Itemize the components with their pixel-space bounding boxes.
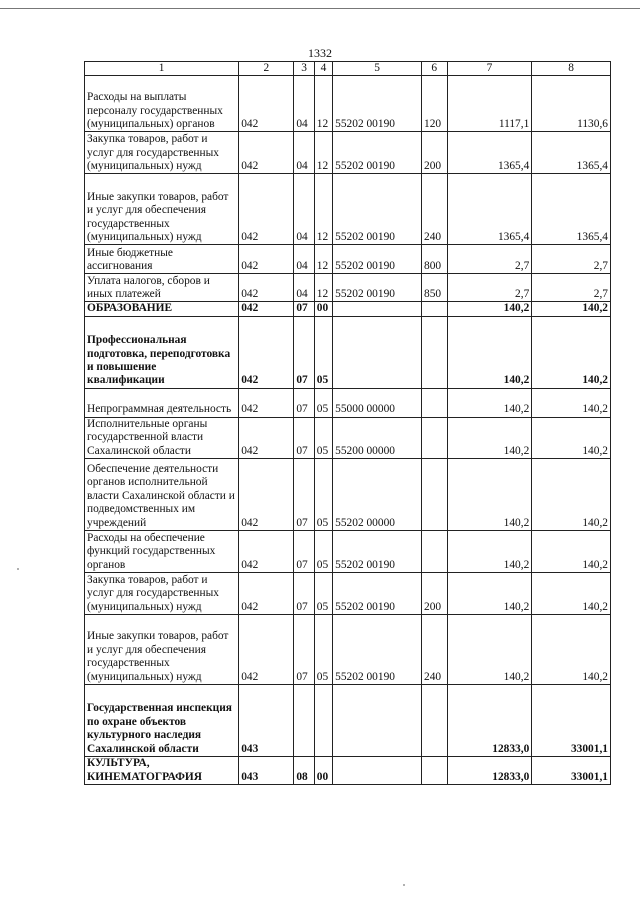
amount-year2-cell: 140,2	[532, 615, 611, 685]
target-article-cell	[333, 302, 422, 316]
table-row	[85, 316, 611, 388]
amount-year1-cell: 140,2	[447, 531, 532, 573]
ministry-code-cell: 043	[239, 757, 294, 785]
ministry-code-cell: 042	[239, 174, 294, 245]
section-code-cell: 07	[294, 302, 314, 316]
row-name-cell: ОБРАЗОВАНИЕ	[85, 302, 239, 316]
subsection-code-cell: 05	[314, 417, 332, 458]
amount-year2-cell: 2,7	[532, 245, 611, 274]
expense-type-cell: 850	[422, 274, 448, 302]
table-row	[85, 132, 611, 174]
row-name-cell: Иные бюджетные ассигнования	[85, 245, 239, 274]
column-header: 3	[294, 62, 314, 76]
page-number: 1332	[308, 46, 332, 60]
amount-year2-cell: 140,2	[532, 573, 611, 615]
subsection-code-cell: 12	[314, 245, 332, 274]
target-article-cell: 55202 00190	[333, 274, 422, 302]
row-name-cell: Расходы на обеспечение функций государственных органов	[85, 531, 239, 573]
table-row	[85, 174, 611, 245]
target-article-cell: 55202 00190	[333, 132, 422, 174]
amount-year1-cell: 140,2	[447, 459, 532, 531]
table-row	[85, 302, 611, 316]
expense-type-cell: 200	[422, 573, 448, 615]
amount-year1-cell: 1365,4	[447, 132, 532, 174]
subsection-code-cell: 05	[314, 615, 332, 685]
section-code-cell	[294, 685, 314, 757]
amount-year1-cell: 140,2	[447, 316, 532, 388]
amount-year1-cell: 140,2	[447, 615, 532, 685]
subsection-code-cell: 12	[314, 76, 332, 132]
target-article-cell: 55202 00190	[333, 531, 422, 573]
section-code-cell: 07	[294, 417, 314, 458]
amount-year2-cell: 140,2	[532, 531, 611, 573]
ministry-code-cell: 042	[239, 459, 294, 531]
table-row	[85, 615, 611, 685]
amount-year1-cell: 2,7	[447, 245, 532, 274]
subsection-code-cell: 00	[314, 302, 332, 316]
table-row	[85, 417, 611, 458]
subsection-code-cell: 05	[314, 573, 332, 615]
section-code-cell: 07	[294, 573, 314, 615]
target-article-cell: 55202 00190	[333, 76, 422, 132]
ministry-code-cell: 042	[239, 417, 294, 458]
ministry-code-cell: 042	[239, 531, 294, 573]
expense-type-cell: 240	[422, 615, 448, 685]
ministry-code-cell: 043	[239, 685, 294, 757]
expense-type-cell: 200	[422, 132, 448, 174]
amount-year2-cell: 1130,6	[532, 76, 611, 132]
amount-year2-cell: 140,2	[532, 302, 611, 316]
amount-year1-cell: 140,2	[447, 573, 532, 615]
column-header: 4	[314, 62, 332, 76]
amount-year1-cell: 140,2	[447, 417, 532, 458]
row-name-cell: Государственная инспекция по охране объектов культурного наследия Сахалинской области	[85, 685, 239, 757]
table-row	[85, 76, 611, 132]
scan-speck	[17, 568, 19, 570]
expense-type-cell	[422, 459, 448, 531]
column-header: 8	[532, 62, 611, 76]
amount-year2-cell: 33001,1	[532, 757, 611, 785]
section-code-cell: 04	[294, 274, 314, 302]
subsection-code-cell: 12	[314, 174, 332, 245]
target-article-cell	[333, 685, 422, 757]
amount-year2-cell: 140,2	[532, 316, 611, 388]
subsection-code-cell: 05	[314, 316, 332, 388]
row-name-cell: Обеспечение деятельности органов исполнительной власти Сахалинской области и подведомственных им учреждений	[85, 459, 239, 531]
column-number-row	[85, 62, 611, 76]
amount-year2-cell: 2,7	[532, 274, 611, 302]
expense-type-cell	[422, 388, 448, 417]
table-row	[85, 388, 611, 417]
subsection-code-cell: 12	[314, 274, 332, 302]
row-name-cell: Непрограммная деятельность	[85, 388, 239, 417]
amount-year1-cell: 140,2	[447, 388, 532, 417]
budget-table	[84, 61, 611, 785]
expense-type-cell	[422, 417, 448, 458]
row-name-cell: Расходы на выплаты персоналу государственных (муниципальных) органов	[85, 76, 239, 132]
ministry-code-cell: 042	[239, 245, 294, 274]
amount-year1-cell: 2,7	[447, 274, 532, 302]
amount-year1-cell: 140,2	[447, 302, 532, 316]
row-name-cell: Иные закупки товаров, работ и услуг для обеспечения государственных (муниципальных) нужд	[85, 615, 239, 685]
ministry-code-cell: 042	[239, 388, 294, 417]
table-row	[85, 245, 611, 274]
amount-year2-cell: 140,2	[532, 417, 611, 458]
expense-type-cell	[422, 685, 448, 757]
amount-year1-cell: 12833,0	[447, 757, 532, 785]
column-header: 5	[333, 62, 422, 76]
expense-type-cell	[422, 531, 448, 573]
subsection-code-cell: 05	[314, 531, 332, 573]
section-code-cell: 04	[294, 245, 314, 274]
target-article-cell: 55202 00190	[333, 174, 422, 245]
section-code-cell: 07	[294, 316, 314, 388]
table-row	[85, 459, 611, 531]
ministry-code-cell: 042	[239, 132, 294, 174]
amount-year2-cell: 1365,4	[532, 132, 611, 174]
section-code-cell: 04	[294, 174, 314, 245]
expense-type-cell	[422, 757, 448, 785]
amount-year2-cell: 1365,4	[532, 174, 611, 245]
subsection-code-cell	[314, 685, 332, 757]
ministry-code-cell: 042	[239, 302, 294, 316]
subsection-code-cell: 00	[314, 757, 332, 785]
column-header: 1	[85, 62, 239, 76]
ministry-code-cell: 042	[239, 316, 294, 388]
column-header: 7	[447, 62, 532, 76]
section-code-cell: 07	[294, 388, 314, 417]
target-article-cell	[333, 757, 422, 785]
table-row	[85, 685, 611, 757]
ministry-code-cell: 042	[239, 76, 294, 132]
ministry-code-cell: 042	[239, 615, 294, 685]
target-article-cell: 55200 00000	[333, 417, 422, 458]
row-name-cell: КУЛЬТУРА, КИНЕМАТОГРАФИЯ	[85, 757, 239, 785]
target-article-cell: 55202 00000	[333, 459, 422, 531]
subsection-code-cell: 05	[314, 388, 332, 417]
subsection-code-cell: 05	[314, 459, 332, 531]
section-code-cell: 07	[294, 615, 314, 685]
column-header: 6	[422, 62, 448, 76]
table-row	[85, 757, 611, 785]
section-code-cell: 07	[294, 459, 314, 531]
row-name-cell: Иные закупки товаров, работ и услуг для обеспечения государственных (муниципальных) нужд	[85, 174, 239, 245]
row-name-cell: Исполнительные органы государственной власти Сахалинской области	[85, 417, 239, 458]
target-article-cell: 55202 00190	[333, 245, 422, 274]
target-article-cell: 55202 00190	[333, 615, 422, 685]
table-body	[85, 76, 611, 785]
amount-year2-cell: 140,2	[532, 459, 611, 531]
amount-year1-cell: 1365,4	[447, 174, 532, 245]
table-row	[85, 274, 611, 302]
table-row	[85, 531, 611, 573]
expense-type-cell: 240	[422, 174, 448, 245]
row-name-cell: Закупка товаров, работ и услуг для государственных (муниципальных) нужд	[85, 573, 239, 615]
column-header: 2	[239, 62, 294, 76]
section-code-cell: 04	[294, 132, 314, 174]
row-name-cell: Закупка товаров, работ и услуг для государственных (муниципальных) нужд	[85, 132, 239, 174]
target-article-cell: 55000 00000	[333, 388, 422, 417]
scan-speck	[403, 884, 405, 886]
amount-year2-cell: 33001,1	[532, 685, 611, 757]
amount-year2-cell: 140,2	[532, 388, 611, 417]
ministry-code-cell: 042	[239, 274, 294, 302]
target-article-cell	[333, 316, 422, 388]
ministry-code-cell: 042	[239, 573, 294, 615]
section-code-cell: 04	[294, 76, 314, 132]
expense-type-cell: 120	[422, 76, 448, 132]
table-row	[85, 573, 611, 615]
row-name-cell: Уплата налогов, сборов и иных платежей	[85, 274, 239, 302]
target-article-cell: 55202 00190	[333, 573, 422, 615]
row-name-cell: Профессиональная подготовка, переподготовка и повышение квалификации	[85, 316, 239, 388]
scan-top-edge	[0, 8, 640, 9]
subsection-code-cell: 12	[314, 132, 332, 174]
amount-year1-cell: 12833,0	[447, 685, 532, 757]
section-code-cell: 08	[294, 757, 314, 785]
expense-type-cell	[422, 316, 448, 388]
expense-type-cell	[422, 302, 448, 316]
section-code-cell: 07	[294, 531, 314, 573]
amount-year1-cell: 1117,1	[447, 76, 532, 132]
expense-type-cell: 800	[422, 245, 448, 274]
